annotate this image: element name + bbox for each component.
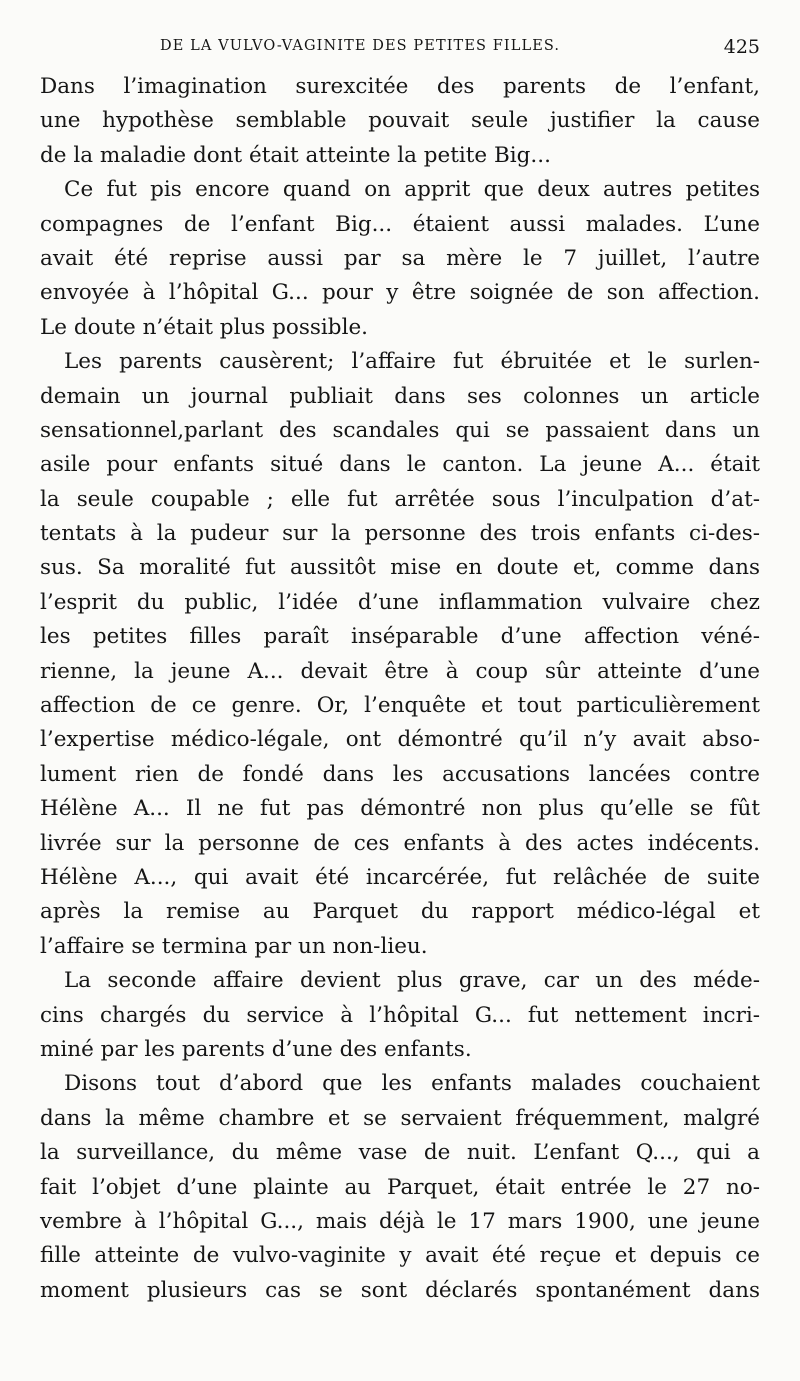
text-line: vembre à l’hôpital G..., mais déjà le 17 mars 1900, une jeune <box>40 1208 760 1234</box>
text-line: sus. Sa moralité fut aussitôt mise en doute et, comme dans <box>40 555 760 581</box>
text-line: miné par les parents d’une des enfants. <box>40 1036 472 1062</box>
text-line: l’affaire se termina par un non-lieu. <box>40 933 428 959</box>
text-line: lument rien de fondé dans les accusations lancées contre <box>40 761 760 787</box>
text-line: l’expertise médico-légale, ont démontré qu’il n’y avait abso- <box>40 727 760 753</box>
text-line: dans la même chambre et se servaient fréquemment, malgré <box>40 1105 760 1131</box>
text-line: de la maladie dont était atteinte la petite Big... <box>40 142 551 168</box>
text-line: moment plusieurs cas se sont déclarés spontanément dans <box>40 1277 760 1303</box>
text-line: Dans l’imagination surexcitée des parents de l’enfant, <box>40 74 760 99</box>
text-line: compagnes de l’enfant Big... étaient aussi malades. L’une <box>40 211 760 237</box>
text-line: affection de ce genre. Or, l’enquête et tout particulièrement <box>40 693 760 719</box>
text-line: fille atteinte de vulvo-vaginite y avait été reçue et depuis ce <box>40 1243 760 1269</box>
text-line: fait l’objet d’une plainte au Parquet, était entrée le 27 no- <box>40 1174 760 1200</box>
page-header <box>160 38 760 62</box>
page-number: 425 <box>723 36 760 58</box>
text-line: Disons tout d’abord que les enfants malades couchaient <box>64 1071 760 1097</box>
text-line: rienne, la jeune A... devait être à coup sûr atteinte d’une <box>40 658 760 684</box>
text-line: Le doute n’était plus possible. <box>40 314 369 340</box>
text-line: demain un journal publiait dans ses colonnes un article <box>40 383 760 409</box>
text-line: après la remise au Parquet du rapport médico-légal et <box>40 899 760 925</box>
text-line: cins chargés du service à l’hôpital G... fut nettement incri- <box>40 1002 760 1028</box>
text-line: sensationnel,parlant des scandales qui se passaient dans un <box>40 417 760 443</box>
text-line: la surveillance, du même vase de nuit. L’enfant Q..., qui a <box>40 1140 760 1166</box>
body-text <box>40 70 760 1308</box>
text-line: l’esprit du public, l’idée d’une inflammation vulvaire chez <box>40 589 760 615</box>
text-line: les petites filles paraît inséparable d’une affection véné- <box>40 624 760 650</box>
text-line: avait été reprise aussi par sa mère le 7 juillet, l’autre <box>40 245 760 271</box>
text-line: une hypothèse semblable pouvait seule justifier la cause <box>40 108 760 134</box>
text-line: livrée sur la personne de ces enfants à des actes indécents. <box>40 830 760 856</box>
running-title: DE LA VULVO-VAGINITE DES PETITES FILLES. <box>160 38 561 54</box>
text-line: Hélène A... Il ne fut pas démontré non plus qu’elle se fût <box>40 796 760 822</box>
text-line: la seule coupable ; elle fut arrêtée sous l’inculpation d’at- <box>40 486 760 512</box>
text-line: Hélène A..., qui avait été incarcérée, fut relâchée de suite <box>40 864 760 890</box>
text-line: envoyée à l’hôpital G... pour y être soignée de son affection. <box>40 280 760 306</box>
text-line: La seconde affaire devient plus grave, car un des méde- <box>64 968 760 994</box>
text-line: asile pour enfants situé dans le canton. La jeune A... était <box>40 452 760 478</box>
text-line: Les parents causèrent; l’affaire fut ébruitée et le surlen- <box>64 349 760 375</box>
text-line: tentats à la pudeur sur la personne des trois enfants ci-des- <box>40 521 760 547</box>
text-line: Ce fut pis encore quand on apprit que deux autres petites <box>64 177 760 203</box>
